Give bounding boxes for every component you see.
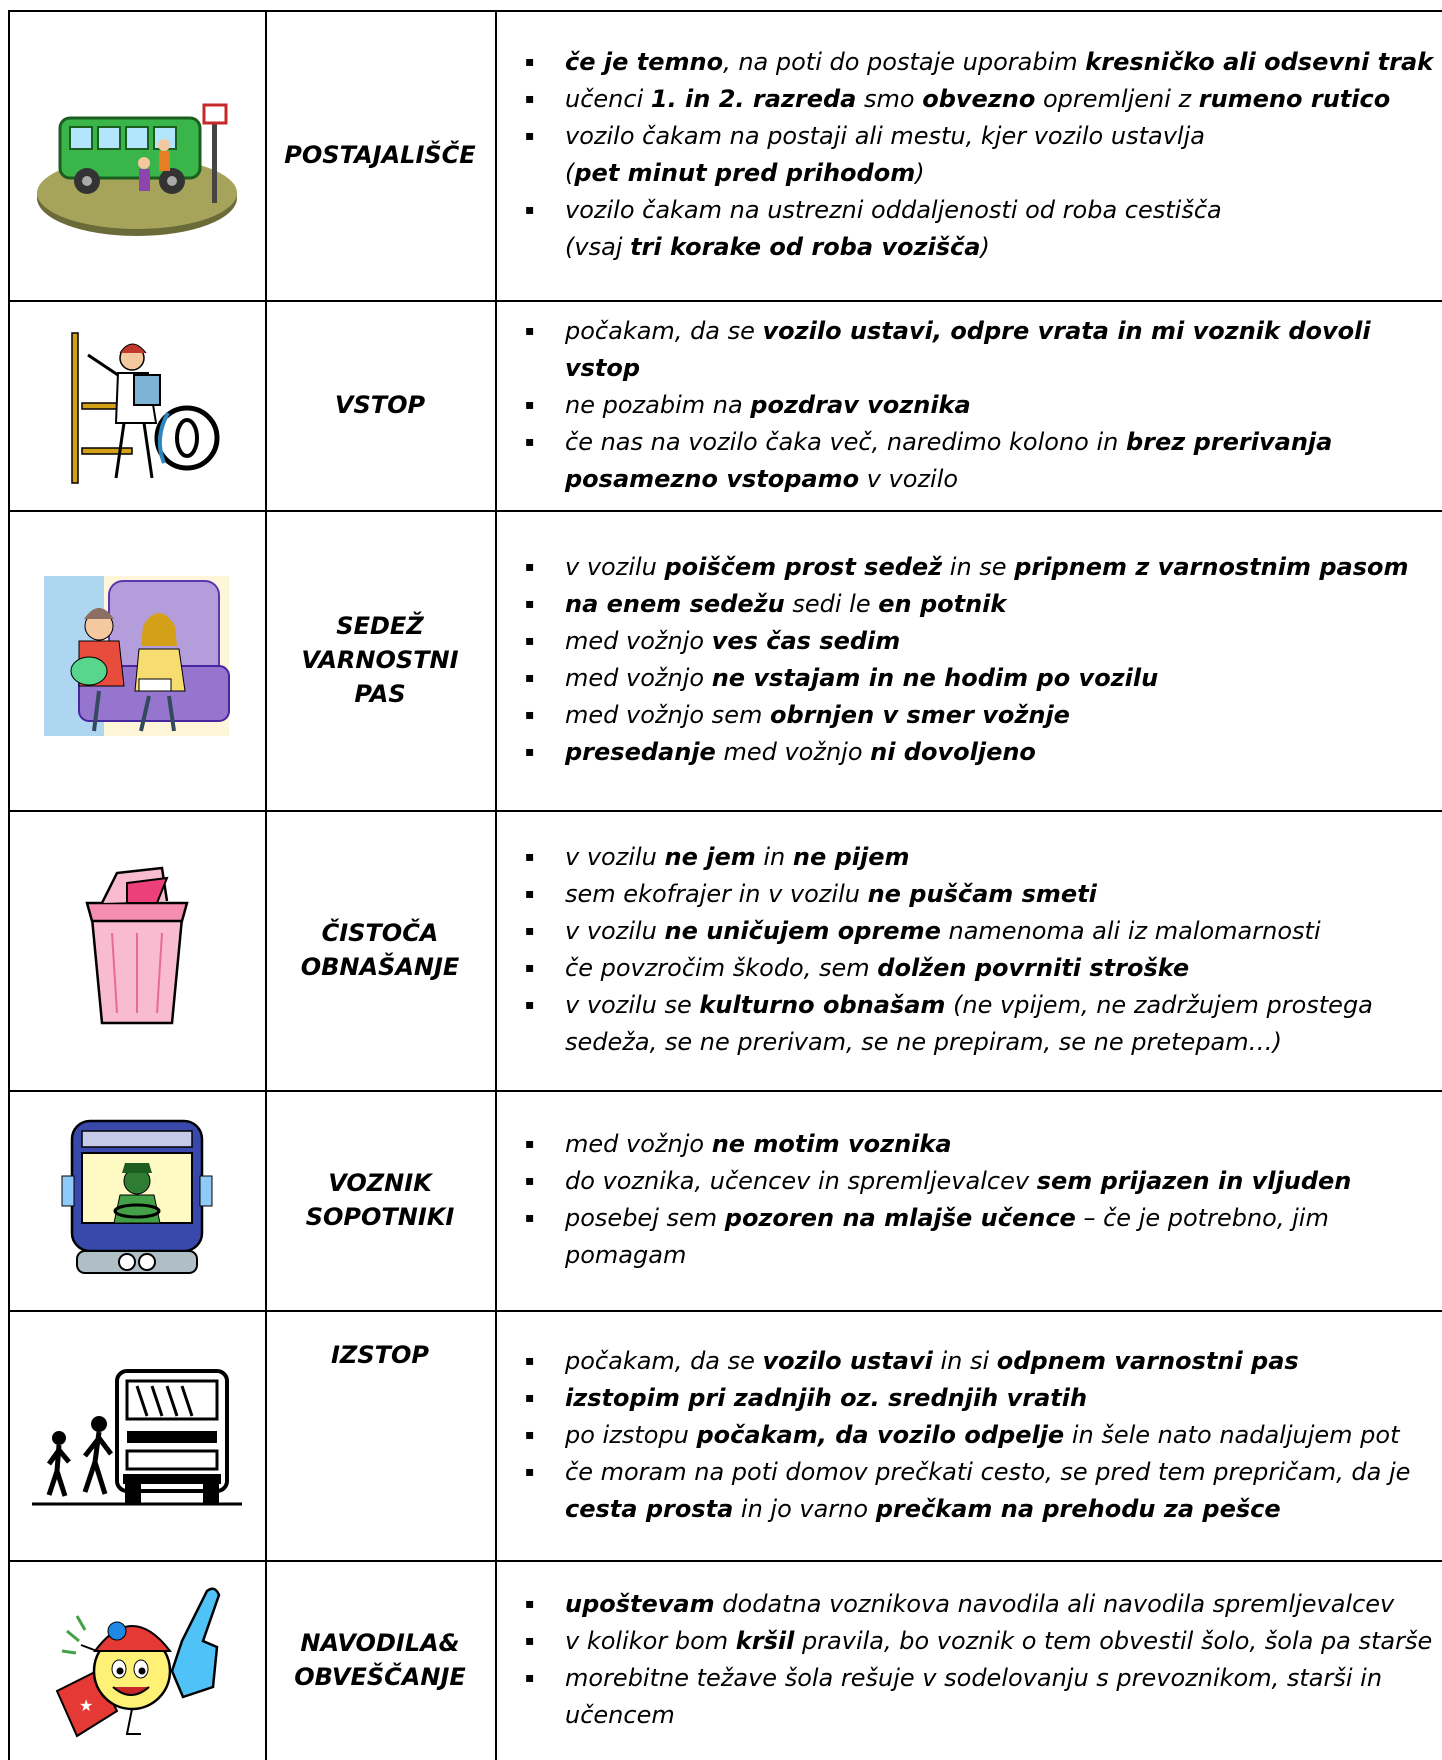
table-row-divider xyxy=(8,300,1442,302)
rule-emphasis: ne uničujem opreme xyxy=(664,917,941,945)
rule-emphasis: 1. in 2. razreda xyxy=(650,85,857,113)
rule-list-cell xyxy=(495,300,1442,510)
rule-text: v vozilu xyxy=(565,843,665,871)
rule-text: med vožnjo xyxy=(565,1130,712,1158)
category-label-line: SEDEŽ xyxy=(336,612,424,640)
rule-text: med vožnjo xyxy=(715,738,871,766)
rule-text: vozilo čakam na ustrezni oddaljenosti od roba cestišča xyxy=(565,196,1222,224)
rule-text: in jo varno xyxy=(733,1494,876,1523)
rule-item xyxy=(525,1126,1442,1163)
rule-text: , na poti do postaje uporabim xyxy=(723,48,1086,76)
rule-emphasis: ne jem xyxy=(664,843,756,871)
rule-text: med vožnjo sem xyxy=(565,701,770,729)
rule-emphasis: sem prijazen in vljuden xyxy=(1036,1167,1352,1195)
rule-text: – če je potrebno, jim pomagam xyxy=(565,1204,1329,1269)
rule-category xyxy=(265,1310,495,1560)
rule-category xyxy=(265,10,495,300)
rule-text: in se xyxy=(942,553,1015,581)
rule-emphasis: kulturno obnašam xyxy=(699,991,946,1019)
rule-item xyxy=(525,313,1442,387)
rule-category xyxy=(265,510,495,810)
rule-text: v vozilu se xyxy=(565,991,700,1019)
rule-text: namenoma ali iz malomarnosti xyxy=(940,917,1321,945)
rule-item xyxy=(525,1586,1442,1623)
rule-list-cell xyxy=(495,1090,1442,1310)
rule-text: v kolikor bom xyxy=(565,1627,736,1655)
trash-bin-illustration xyxy=(72,863,202,1037)
row-illustration-cell xyxy=(8,810,265,1090)
table-row-divider xyxy=(8,510,1442,512)
rule-text: v vozilu xyxy=(565,553,665,581)
rule-item xyxy=(525,586,1442,623)
table-row-divider xyxy=(8,1560,1442,1562)
rule-item xyxy=(525,44,1442,81)
rule-text: sedi le xyxy=(784,590,879,618)
rule-category xyxy=(265,300,495,510)
rule-category xyxy=(265,1090,495,1310)
rule-text: in si xyxy=(932,1346,997,1375)
rule-item xyxy=(525,424,1442,498)
rule-text: med vožnjo xyxy=(565,627,712,655)
rule-emphasis: obvezno xyxy=(922,85,1036,113)
rule-text: dodatna voznikova navodila ali navodila spremljevalcev xyxy=(714,1590,1395,1618)
table-row-divider xyxy=(8,10,1442,12)
rule-item xyxy=(525,697,1442,734)
category-label-line: SOPOTNIKI xyxy=(305,1203,455,1231)
rule-emphasis: kresničko ali odsevni trak xyxy=(1085,48,1434,76)
rule-list xyxy=(495,549,1442,771)
boarding-student-illustration xyxy=(52,313,222,497)
rule-item xyxy=(525,549,1442,586)
category-label-line: VOZNIK xyxy=(328,1169,432,1197)
rule-emphasis: poiščem prost sedež xyxy=(664,553,943,581)
rule-emphasis: pozoren na mlajše učence xyxy=(724,1204,1076,1232)
row-illustration-cell xyxy=(8,510,265,810)
rule-emphasis: brez prerivanja posamezno vstopamo xyxy=(565,427,1333,493)
rule-text: morebitne težave šola rešuje v sodelovanju s prevoznikom, starši in učencem xyxy=(565,1664,1383,1729)
category-label-line: PAS xyxy=(354,680,406,708)
category-label-line: VARNOSTNI xyxy=(301,646,459,674)
rule-emphasis: ne puščam smeti xyxy=(867,880,1097,908)
rule-item xyxy=(525,1200,1442,1274)
rule-emphasis: vozilo ustavi xyxy=(762,1346,933,1375)
category-label-line: VSTOP xyxy=(334,391,426,419)
svg-text:★: ★ xyxy=(78,1695,93,1715)
category-label-line: OBNAŠANJE xyxy=(300,953,460,981)
rule-text: (vsaj xyxy=(565,233,631,261)
rule-list xyxy=(495,313,1442,498)
row-illustration-cell xyxy=(8,300,265,510)
rule-list xyxy=(495,1343,1442,1528)
rule-text: če povzročim škodo, sem xyxy=(565,954,878,982)
rule-text: sem ekofrajer in v vozilu xyxy=(565,880,868,908)
rule-emphasis: prečkam na prehodu za pešce xyxy=(875,1494,1281,1523)
rule-text: do voznika, učencev in spremljevalcev xyxy=(565,1167,1037,1195)
rule-item xyxy=(525,660,1442,697)
table-column-divider xyxy=(8,10,10,1760)
rule-item xyxy=(525,876,1442,913)
rule-emphasis: dolžen povrniti stroške xyxy=(877,954,1190,982)
rule-item xyxy=(525,1417,1442,1454)
rule-text: počakam, da se xyxy=(565,1346,763,1375)
rule-item xyxy=(525,387,1442,424)
table-row-divider xyxy=(8,1310,1442,1312)
row-illustration-cell xyxy=(8,1310,265,1560)
rule-text: ) xyxy=(980,233,990,261)
rule-item xyxy=(525,118,1442,192)
rule-emphasis: obrnjen v smer vožnje xyxy=(769,701,1070,729)
rule-text: počakam, da se xyxy=(565,316,763,345)
row-illustration-cell xyxy=(8,1090,265,1310)
rule-item xyxy=(525,1380,1442,1417)
rule-emphasis: izstopim pri zadnjih oz. srednjih vratih xyxy=(565,1383,1088,1412)
rule-text: ( xyxy=(565,159,575,187)
category-label-line: OBVEŠČANJE xyxy=(294,1663,466,1691)
category-label-line: ČISTOČA xyxy=(321,919,439,947)
rule-item xyxy=(525,1454,1442,1528)
row-illustration-cell xyxy=(8,1560,265,1760)
rule-emphasis: ne vstajam in ne hodim po vozilu xyxy=(711,664,1159,692)
rule-emphasis: en potnik xyxy=(878,590,1007,618)
rule-list-cell xyxy=(495,10,1442,300)
rule-text: med vožnjo xyxy=(565,664,712,692)
rule-emphasis: pet minut pred prihodom xyxy=(574,159,916,187)
rule-emphasis: če je temno xyxy=(565,48,724,76)
rule-emphasis: tri korake od roba vozišča xyxy=(630,233,981,261)
rule-category xyxy=(265,810,495,1090)
rule-emphasis: presedanje xyxy=(565,738,716,766)
rule-emphasis: rumeno rutico xyxy=(1198,85,1391,113)
rule-list xyxy=(495,1586,1442,1734)
rule-item xyxy=(525,81,1442,118)
rule-list xyxy=(495,44,1442,266)
rule-emphasis: pripnem z varnostnim pasom xyxy=(1014,553,1409,581)
rule-item xyxy=(525,1623,1442,1660)
rule-item xyxy=(525,734,1442,771)
rule-item xyxy=(525,192,1442,266)
rule-text: ) xyxy=(915,159,925,187)
rule-list-cell xyxy=(495,810,1442,1090)
table-row-divider xyxy=(8,1090,1442,1092)
rule-emphasis: cesta prosta xyxy=(565,1494,734,1523)
bus-stop-illustration xyxy=(32,63,242,247)
rule-item xyxy=(525,839,1442,876)
category-label-line: NAVODILA& xyxy=(300,1629,460,1657)
table-column-divider xyxy=(265,10,267,1760)
rule-text: po izstopu xyxy=(565,1420,697,1449)
rule-text: če nas na vozilo čaka več, naredimo kolono in xyxy=(565,427,1126,456)
rule-list xyxy=(495,839,1442,1061)
rule-text: smo xyxy=(856,85,923,113)
table-row-divider xyxy=(8,810,1442,812)
rule-item xyxy=(525,623,1442,660)
rule-item xyxy=(525,1343,1442,1380)
rule-list-cell xyxy=(495,1560,1442,1760)
rule-emphasis: odpnem varnostni pas xyxy=(996,1346,1299,1375)
rule-text: če moram na poti domov prečkati cesto, se pred tem prepričam, da je xyxy=(565,1457,1411,1486)
rule-emphasis: ves čas sedim xyxy=(711,627,901,655)
rule-emphasis: vozilo ustavi, odpre vrata in mi voznik dovoli vstop xyxy=(565,316,1371,382)
rule-text: in xyxy=(755,843,793,871)
seated-students-illustration xyxy=(39,571,234,750)
rule-item xyxy=(525,913,1442,950)
bus-driver-illustration xyxy=(52,1111,222,1290)
rule-emphasis: kršil xyxy=(735,1627,795,1655)
rule-text: vozilo čakam na postaji ali mestu, kjer vozilo ustavlja xyxy=(565,122,1205,150)
rule-text: opremljeni z xyxy=(1035,85,1199,113)
rule-text: posebej sem xyxy=(565,1204,725,1232)
rule-list-cell xyxy=(495,1310,1442,1560)
rule-item xyxy=(525,1660,1442,1734)
rule-text: v vozilo xyxy=(859,464,959,493)
rule-emphasis: pozdrav voznika xyxy=(750,390,971,419)
category-label-line: POSTAJALIŠČE xyxy=(284,141,476,169)
rule-emphasis: ne motim voznika xyxy=(711,1130,952,1158)
rule-text: pravila, bo voznik o tem obvestil šolo, šola pa starše xyxy=(794,1627,1433,1655)
row-illustration-cell xyxy=(8,10,265,300)
rule-item xyxy=(525,1163,1442,1200)
exiting-bus-illustration xyxy=(27,1356,247,1515)
rule-text: (ne vpijem, ne zadržujem prostega sedeža, se ne prerivam, se ne prepiram, se ne pretepam…) xyxy=(565,991,1373,1056)
rule-item xyxy=(525,950,1442,987)
rule-text: v vozilu xyxy=(565,917,665,945)
table-column-divider xyxy=(495,10,497,1760)
rule-list xyxy=(495,1126,1442,1274)
rule-text: ne pozabim na xyxy=(565,390,751,419)
rule-emphasis: ni dovoljeno xyxy=(870,738,1036,766)
rule-text: učenci xyxy=(565,85,651,113)
category-label-line: IZSTOP xyxy=(331,1341,429,1369)
rule-emphasis: upoštevam xyxy=(565,1590,715,1618)
pointing-mascot-illustration xyxy=(37,1571,237,1750)
rule-emphasis: počakam, da vozilo odpelje xyxy=(696,1420,1065,1449)
rule-list-cell xyxy=(495,510,1442,810)
rule-emphasis: ne pijem xyxy=(792,843,910,871)
rule-emphasis: na enem sedežu xyxy=(565,590,785,618)
rule-item xyxy=(525,987,1442,1061)
rule-text: in šele nato nadaljujem pot xyxy=(1064,1420,1400,1449)
rule-category xyxy=(265,1560,495,1760)
